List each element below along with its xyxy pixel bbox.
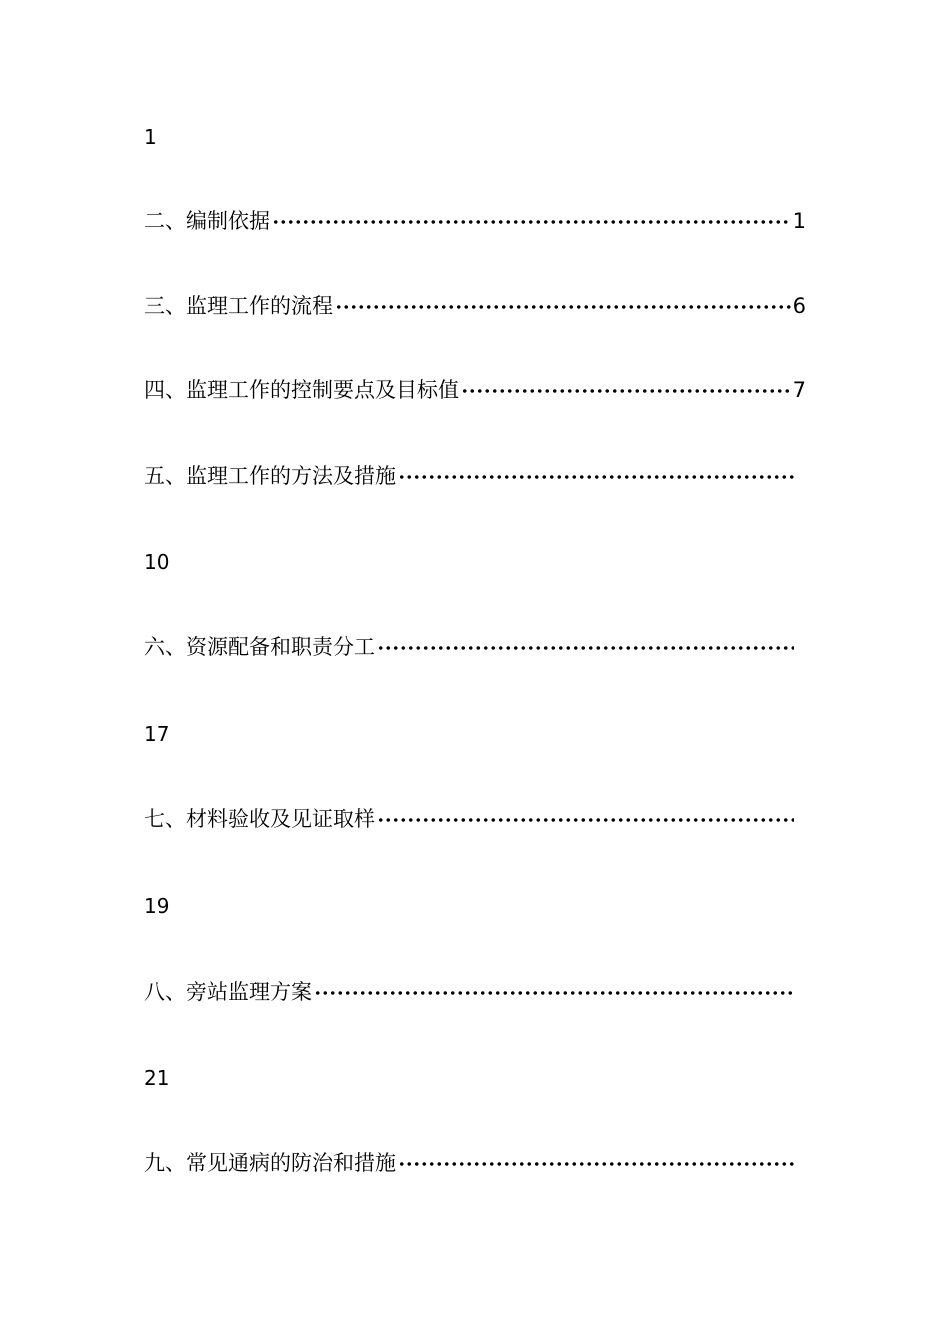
dot-leader xyxy=(377,803,794,835)
toc-entry-7[interactable] xyxy=(144,803,806,835)
dot-leader xyxy=(398,460,794,492)
toc-entry-title: 五、监理工作的方法及措施 xyxy=(144,464,396,488)
toc-entry-4[interactable] xyxy=(144,374,806,406)
toc-entry-title: 八、旁站监理方案 xyxy=(144,980,312,1004)
toc-entry-title: 三、监理工作的流程 xyxy=(144,294,333,318)
toc-page-number-line xyxy=(144,718,806,750)
toc-entry-title: 六、资源配备和职责分工 xyxy=(144,635,375,659)
toc-entry-title: 七、材料验收及见证取样 xyxy=(144,807,375,831)
toc-page-number: 1 xyxy=(144,125,157,149)
toc-entry-9[interactable] xyxy=(144,1147,806,1179)
dot-leader xyxy=(461,374,791,406)
toc-entry-6[interactable] xyxy=(144,631,806,663)
toc-entry-title: 九、常见通病的防治和措施 xyxy=(144,1151,396,1175)
toc-page-number: 21 xyxy=(144,1066,170,1090)
toc-entry-5[interactable] xyxy=(144,460,806,492)
toc-entry-page: 1 xyxy=(792,209,806,233)
toc-page-number-line xyxy=(144,890,806,922)
toc-page-number-line xyxy=(144,546,806,578)
toc-page-number: 19 xyxy=(144,894,170,918)
toc-entry-page: 7 xyxy=(792,378,806,402)
toc-page-number: 10 xyxy=(144,550,170,574)
dot-leader xyxy=(314,976,794,1008)
toc-page-number-line xyxy=(144,121,806,153)
dot-leader xyxy=(335,290,791,322)
toc-entry-2[interactable] xyxy=(144,205,806,237)
dot-leader xyxy=(272,205,791,237)
toc-entry-8[interactable] xyxy=(144,976,806,1008)
toc-entry-title: 二、编制依据 xyxy=(144,209,270,233)
dot-leader xyxy=(377,631,794,663)
toc-page-number-line xyxy=(144,1062,806,1094)
toc-entry-3[interactable] xyxy=(144,290,806,322)
toc-entry-page: 6 xyxy=(792,294,806,318)
dot-leader xyxy=(398,1147,794,1179)
toc-entry-title: 四、监理工作的控制要点及目标值 xyxy=(144,378,459,402)
toc-page-number: 17 xyxy=(144,722,170,746)
